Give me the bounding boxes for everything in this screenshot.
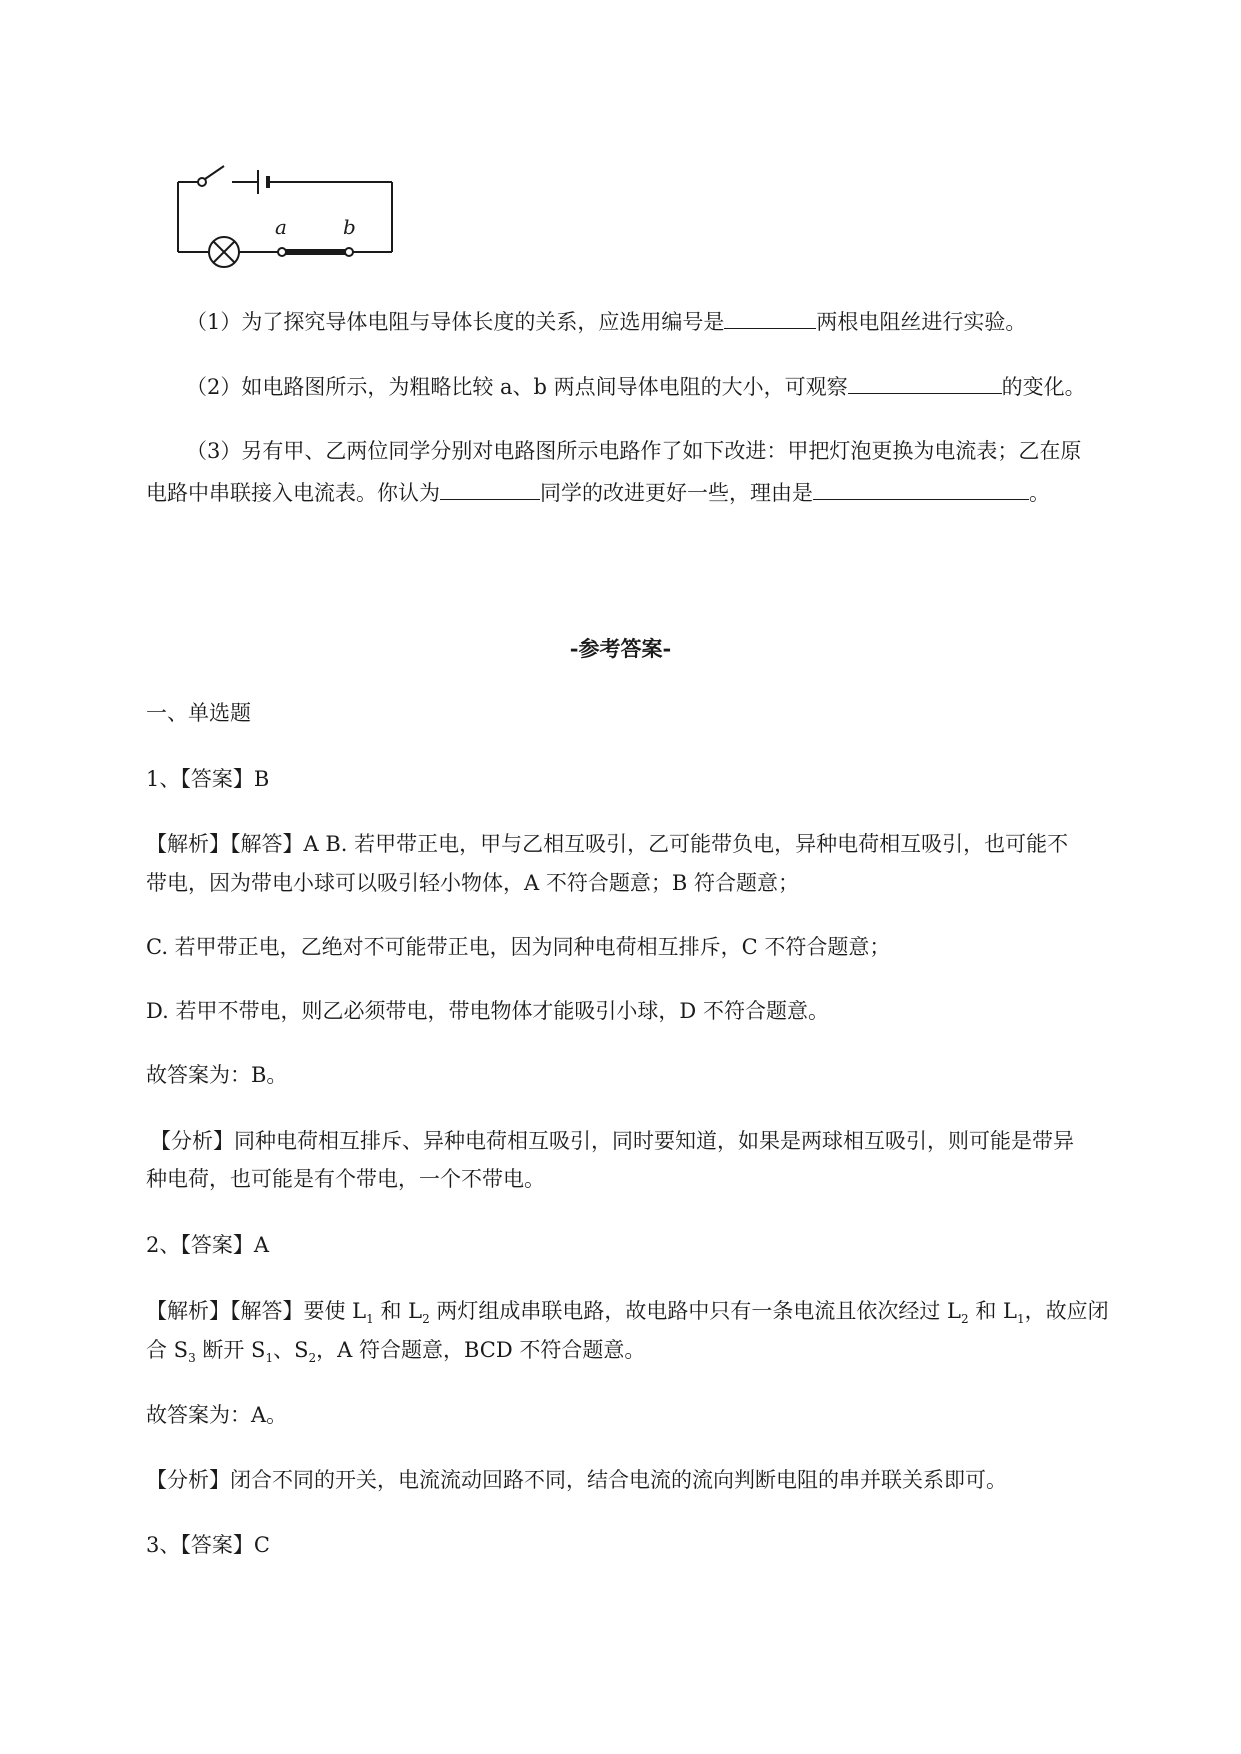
text: 和 L bbox=[968, 1299, 1017, 1323]
question-3-text-end: 。 bbox=[1029, 481, 1050, 505]
question-2-text-end: 的变化。 bbox=[1001, 375, 1086, 399]
answer-key-title: -参考答案- bbox=[569, 636, 672, 661]
text: 两灯组成串联电路，故电路中只有一条电流且依次经过 L bbox=[429, 1299, 961, 1323]
answer-blank-3 bbox=[440, 477, 540, 500]
question-3-line-2 bbox=[146, 477, 1050, 508]
subscript: 2 bbox=[308, 1351, 317, 1366]
question-3-text: （3）另有甲、乙两位同学分别对电路图所示电路作了如下改进：甲把灯泡更换为电流表；乙在原 bbox=[186, 439, 1082, 463]
terminal-b bbox=[345, 248, 353, 256]
answer-1-commentary-line-2: 种电荷，也可能是有个带电，一个不带电。 bbox=[146, 1167, 545, 1191]
answer-1-head: 1、【答案】B bbox=[146, 767, 270, 791]
subscript: 2 bbox=[961, 1312, 969, 1327]
question-3-text-2: 电路中串联接入电流表。你认为 bbox=[146, 481, 440, 505]
answer-1-analysis-line-3: C. 若甲带正电，乙绝对不可能带正电，因为同种电荷相互排斥，C 不符合题意； bbox=[146, 935, 891, 959]
text: ，故应闭 bbox=[1024, 1299, 1109, 1323]
question-1-text: （1）为了探究导体电阻与导体长度的关系，应选用编号是 bbox=[186, 310, 725, 334]
answer-blank-4 bbox=[813, 477, 1029, 500]
answer-1-analysis-line-1: 【解析】【解答】A B. 若甲带正电，甲与乙相互吸引，乙可能带负电，异种电荷相互吸引，也可能不 bbox=[146, 832, 1069, 856]
text: 【解析】【解答】要使 L bbox=[146, 1299, 367, 1323]
text: 断开 S bbox=[195, 1338, 266, 1362]
question-3-text-3: 同学的改进更好一些，理由是 bbox=[540, 481, 813, 505]
text: ，A 符合题意，BCD 不符合题意。 bbox=[316, 1338, 646, 1362]
answer-2-commentary: 【分析】闭合不同的开关，电流流动回路不同，结合电流的流向判断电阻的串并联关系即可。 bbox=[146, 1468, 1007, 1492]
terminal-a bbox=[278, 248, 286, 256]
subscript: 1 bbox=[265, 1351, 274, 1366]
answer-2-analysis-line-1 bbox=[146, 1296, 1109, 1334]
text: 、S bbox=[273, 1338, 309, 1362]
question-3-line-1 bbox=[186, 436, 1081, 466]
answer-2-analysis-line-2 bbox=[146, 1335, 645, 1373]
text: 和 L bbox=[373, 1299, 423, 1323]
circuit-diagram bbox=[170, 150, 430, 290]
switch-contact bbox=[198, 178, 206, 186]
answer-3-head: 3、【答案】C bbox=[146, 1533, 270, 1557]
answer-blank-1 bbox=[724, 306, 816, 329]
switch-blade bbox=[205, 166, 224, 179]
subscript: 2 bbox=[422, 1312, 430, 1327]
subscript: 1 bbox=[1016, 1312, 1025, 1327]
label-b: b bbox=[343, 215, 356, 239]
label-a: a bbox=[275, 215, 287, 239]
subscript: 1 bbox=[366, 1312, 374, 1327]
question-1-text-end: 两根电阻丝进行实验。 bbox=[816, 310, 1027, 334]
answer-2-result: 故答案为：A。 bbox=[146, 1403, 288, 1427]
answer-blank-2 bbox=[848, 371, 1002, 394]
answer-1-analysis-line-2: 带电，因为带电小球可以吸引轻小物体，A 不符合题意；B 符合题意； bbox=[146, 871, 799, 895]
answer-2-head: 2、【答案】A bbox=[146, 1233, 270, 1257]
section-heading: 一、单选题 bbox=[146, 701, 251, 725]
text: 合 S bbox=[146, 1338, 189, 1362]
answer-1-commentary-line-1: 【分析】同种电荷相互排斥、异种电荷相互吸引，同时要知道，如果是两球相互吸引，则可能是带异 bbox=[150, 1129, 1074, 1153]
subscript: 3 bbox=[188, 1351, 196, 1366]
question-2-text: （2）如电路图所示，为粗略比较 a、b 两点间导体电阻的大小，可观察 bbox=[186, 375, 848, 399]
answer-1-analysis-line-4: D. 若甲不带电，则乙必须带电，带电物体才能吸引小球，D 不符合题意。 bbox=[146, 999, 829, 1023]
answer-1-result: 故答案为：B。 bbox=[146, 1063, 288, 1087]
question-2 bbox=[186, 371, 1086, 402]
question-1 bbox=[186, 306, 1026, 337]
